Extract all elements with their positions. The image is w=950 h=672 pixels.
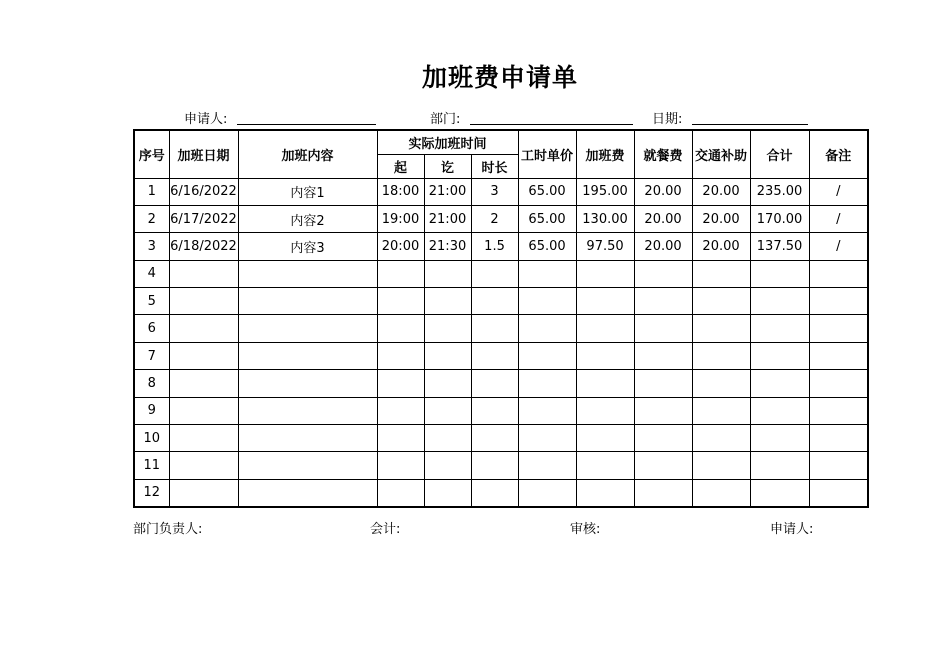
table-row [134, 315, 868, 342]
transport-cell[interactable] [692, 260, 750, 287]
meal-cell[interactable] [634, 452, 692, 479]
total-cell[interactable] [750, 452, 809, 479]
start-cell[interactable] [377, 315, 424, 342]
table-row [134, 288, 868, 315]
content-cell[interactable] [238, 315, 377, 342]
seq-cell: 2 [134, 205, 169, 232]
dept-field[interactable] [470, 124, 633, 125]
transport-cell[interactable] [692, 479, 750, 506]
header-meal: 就餐费 [634, 130, 692, 178]
content-cell[interactable] [238, 370, 377, 397]
seq-cell: 8 [134, 370, 169, 397]
transport-cell[interactable] [692, 370, 750, 397]
seq-cell: 9 [134, 397, 169, 424]
date-cell[interactable] [169, 479, 238, 506]
start-cell[interactable] [377, 397, 424, 424]
duration-cell[interactable]: 3 [471, 178, 518, 205]
unit-price-cell[interactable] [518, 342, 576, 369]
table-row [134, 370, 868, 397]
table-row [134, 342, 868, 369]
seq-cell: 3 [134, 233, 169, 260]
transport-cell[interactable] [692, 315, 750, 342]
table-row [134, 178, 868, 205]
duration-cell[interactable] [471, 342, 518, 369]
header-remark: 备注 [809, 130, 868, 178]
applicant-field[interactable] [237, 124, 376, 125]
unit-price-cell[interactable]: 65.00 [518, 178, 576, 205]
table-row [134, 233, 868, 260]
meal-cell[interactable] [634, 397, 692, 424]
duration-cell[interactable] [471, 397, 518, 424]
total-cell[interactable] [750, 397, 809, 424]
meal-cell[interactable] [634, 370, 692, 397]
header-actual-time: 实际加班时间 [377, 130, 518, 154]
header-duration: 时长 [471, 154, 518, 178]
unit-price-cell[interactable]: 65.00 [518, 233, 576, 260]
date-cell[interactable]: 6/16/2022 [169, 178, 238, 205]
transport-cell[interactable] [692, 397, 750, 424]
ot-fee-cell[interactable]: 97.50 [576, 233, 634, 260]
date-cell[interactable]: 6/18/2022 [169, 233, 238, 260]
start-cell[interactable] [377, 342, 424, 369]
total-cell[interactable] [750, 342, 809, 369]
ot-fee-cell[interactable] [576, 315, 634, 342]
remark-cell[interactable] [809, 397, 868, 424]
dept-head-signature: 部门负责人: [133, 522, 203, 537]
unit-price-cell[interactable] [518, 370, 576, 397]
date-cell[interactable] [169, 397, 238, 424]
date-cell[interactable] [169, 452, 238, 479]
end-cell[interactable] [424, 260, 471, 287]
end-cell[interactable] [424, 342, 471, 369]
total-cell[interactable] [750, 425, 809, 452]
remark-cell[interactable] [809, 342, 868, 369]
transport-cell[interactable] [692, 425, 750, 452]
meal-cell[interactable] [634, 479, 692, 506]
content-cell[interactable] [238, 452, 377, 479]
date-cell[interactable] [169, 315, 238, 342]
applicant-signature: 申请人: [770, 522, 814, 537]
unit-price-cell[interactable] [518, 288, 576, 315]
content-cell[interactable] [238, 342, 377, 369]
content-cell[interactable] [238, 260, 377, 287]
ot-fee-cell[interactable] [576, 370, 634, 397]
start-cell[interactable] [377, 452, 424, 479]
content-cell[interactable] [238, 397, 377, 424]
remark-cell[interactable] [809, 260, 868, 287]
date-field[interactable] [692, 124, 808, 125]
unit-price-cell[interactable]: 65.00 [518, 205, 576, 232]
ot-fee-cell[interactable] [576, 425, 634, 452]
date-cell[interactable] [169, 288, 238, 315]
header-content: 加班内容 [238, 130, 377, 178]
end-cell[interactable]: 21:00 [424, 178, 471, 205]
transport-cell[interactable]: 20.00 [692, 205, 750, 232]
ot-fee-cell[interactable]: 195.00 [576, 178, 634, 205]
end-cell[interactable] [424, 288, 471, 315]
end-cell[interactable] [424, 315, 471, 342]
unit-price-cell[interactable] [518, 260, 576, 287]
seq-cell: 12 [134, 479, 169, 506]
date-cell[interactable] [169, 425, 238, 452]
start-cell[interactable] [377, 288, 424, 315]
seq-cell: 1 [134, 178, 169, 205]
date-cell[interactable] [169, 260, 238, 287]
header-end: 讫 [424, 154, 471, 178]
end-cell[interactable] [424, 370, 471, 397]
duration-cell[interactable] [471, 288, 518, 315]
ot-fee-cell[interactable] [576, 288, 634, 315]
duration-cell[interactable]: 2 [471, 205, 518, 232]
seq-cell: 5 [134, 288, 169, 315]
header-date: 加班日期 [169, 130, 238, 178]
meal-cell[interactable] [634, 425, 692, 452]
total-cell[interactable] [750, 260, 809, 287]
date-cell[interactable]: 6/17/2022 [169, 205, 238, 232]
content-cell[interactable] [238, 425, 377, 452]
ot-fee-cell[interactable] [576, 479, 634, 506]
date-cell[interactable] [169, 370, 238, 397]
start-cell[interactable] [377, 425, 424, 452]
meal-cell[interactable] [634, 315, 692, 342]
end-cell[interactable] [424, 425, 471, 452]
remark-cell[interactable] [809, 370, 868, 397]
seq-cell: 7 [134, 342, 169, 369]
duration-cell[interactable] [471, 260, 518, 287]
unit-price-cell[interactable] [518, 397, 576, 424]
date-label: 日期: [652, 112, 683, 127]
start-cell[interactable] [377, 479, 424, 506]
transport-cell[interactable] [692, 342, 750, 369]
duration-cell[interactable] [471, 425, 518, 452]
table-row [134, 479, 868, 506]
total-cell[interactable]: 137.50 [750, 233, 809, 260]
table-body [134, 178, 868, 507]
start-cell[interactable] [377, 260, 424, 287]
meal-cell[interactable]: 20.00 [634, 233, 692, 260]
start-cell[interactable] [377, 370, 424, 397]
start-cell[interactable]: 20:00 [377, 233, 424, 260]
header-transport: 交通补助 [692, 130, 750, 178]
duration-cell[interactable] [471, 370, 518, 397]
table-row [134, 260, 868, 287]
accountant-signature: 会计: [370, 522, 401, 537]
meal-cell[interactable] [634, 288, 692, 315]
start-cell[interactable]: 18:00 [377, 178, 424, 205]
remark-cell[interactable]: / [809, 205, 868, 232]
transport-cell[interactable] [692, 452, 750, 479]
end-cell[interactable]: 21:00 [424, 205, 471, 232]
meal-cell[interactable]: 20.00 [634, 178, 692, 205]
seq-cell: 6 [134, 315, 169, 342]
meal-cell[interactable] [634, 342, 692, 369]
content-cell[interactable]: 内容3 [238, 233, 377, 260]
remark-cell[interactable] [809, 288, 868, 315]
unit-price-cell[interactable] [518, 452, 576, 479]
total-cell[interactable] [750, 479, 809, 506]
end-cell[interactable]: 21:30 [424, 233, 471, 260]
seq-cell: 11 [134, 452, 169, 479]
header-total: 合计 [750, 130, 809, 178]
dept-label: 部门: [430, 112, 461, 127]
header-unit-price: 工时单价 [518, 130, 576, 178]
meal-cell[interactable] [634, 260, 692, 287]
duration-cell[interactable] [471, 479, 518, 506]
applicant-label: 申请人: [184, 112, 228, 127]
remark-cell[interactable] [809, 479, 868, 506]
ot-fee-cell[interactable] [576, 452, 634, 479]
total-cell[interactable] [750, 315, 809, 342]
content-cell[interactable]: 内容2 [238, 205, 377, 232]
unit-price-cell[interactable] [518, 425, 576, 452]
total-cell[interactable]: 170.00 [750, 205, 809, 232]
remark-cell[interactable]: / [809, 178, 868, 205]
content-cell[interactable]: 内容1 [238, 178, 377, 205]
transport-cell[interactable] [692, 288, 750, 315]
unit-price-cell[interactable] [518, 315, 576, 342]
total-cell[interactable]: 235.00 [750, 178, 809, 205]
seq-cell: 4 [134, 260, 169, 287]
transport-cell[interactable]: 20.00 [692, 233, 750, 260]
overtime-table [133, 129, 869, 508]
total-cell[interactable] [750, 288, 809, 315]
seq-cell: 10 [134, 425, 169, 452]
table-row [134, 425, 868, 452]
table-row [134, 397, 868, 424]
date-cell[interactable] [169, 342, 238, 369]
reviewer-signature: 审核: [570, 522, 601, 537]
duration-cell[interactable] [471, 315, 518, 342]
header-seq: 序号 [134, 130, 169, 178]
remark-cell[interactable] [809, 315, 868, 342]
ot-fee-cell[interactable] [576, 342, 634, 369]
remark-cell[interactable] [809, 425, 868, 452]
end-cell[interactable] [424, 479, 471, 506]
end-cell[interactable] [424, 452, 471, 479]
remark-cell[interactable] [809, 452, 868, 479]
ot-fee-cell[interactable] [576, 260, 634, 287]
duration-cell[interactable]: 1.5 [471, 233, 518, 260]
duration-cell[interactable] [471, 452, 518, 479]
header-ot-fee: 加班费 [576, 130, 634, 178]
ot-fee-cell[interactable] [576, 397, 634, 424]
header-fields [0, 108, 950, 128]
page-title: 加班费申请单 [421, 63, 578, 92]
end-cell[interactable] [424, 397, 471, 424]
unit-price-cell[interactable] [518, 479, 576, 506]
header-start: 起 [377, 154, 424, 178]
ot-fee-cell[interactable]: 130.00 [576, 205, 634, 232]
content-cell[interactable] [238, 479, 377, 506]
start-cell[interactable]: 19:00 [377, 205, 424, 232]
meal-cell[interactable]: 20.00 [634, 205, 692, 232]
remark-cell[interactable]: / [809, 233, 868, 260]
transport-cell[interactable]: 20.00 [692, 178, 750, 205]
total-cell[interactable] [750, 370, 809, 397]
content-cell[interactable] [238, 288, 377, 315]
table-row [134, 452, 868, 479]
table-row [134, 205, 868, 232]
